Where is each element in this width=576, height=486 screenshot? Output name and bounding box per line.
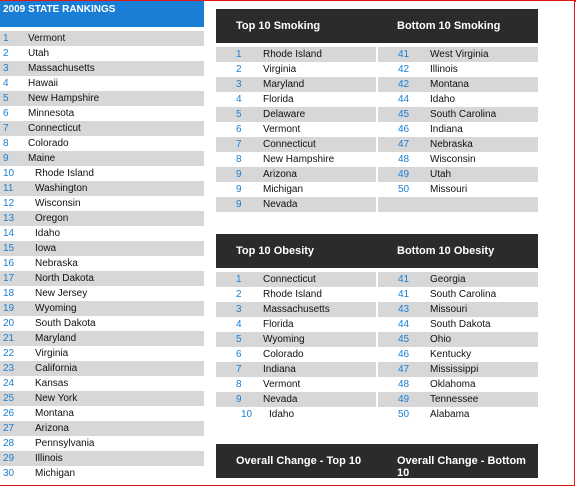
state-ranking-row — [0, 121, 204, 136]
smoking-row — [216, 77, 538, 92]
rank-number: 16 — [3, 258, 15, 269]
rank-number-left: 6 — [236, 124, 242, 135]
state-name-left: Idaho — [269, 409, 295, 420]
state-ranking-row — [0, 226, 204, 241]
smoking-row — [216, 137, 538, 152]
state-name-right: Missouri — [430, 304, 468, 315]
state-ranking-row — [0, 61, 204, 76]
smoking-row — [216, 152, 538, 167]
smoking-row — [216, 92, 538, 107]
column-divider — [376, 197, 378, 212]
column-divider — [376, 347, 378, 362]
obesity-row — [216, 362, 538, 377]
rank-number: 23 — [3, 363, 15, 374]
rank-number-left: 3 — [236, 79, 242, 90]
state-name: Maryland — [35, 333, 77, 344]
state-name: Oregon — [35, 213, 69, 224]
state-name: South Dakota — [35, 318, 96, 329]
state-ranking-row — [0, 211, 204, 226]
state-name: Minnesota — [28, 108, 75, 119]
state-name: Virginia — [35, 348, 69, 359]
state-ranking-row — [0, 46, 204, 61]
rank-number-right: 46 — [398, 124, 410, 135]
state-ranking-row — [0, 346, 204, 361]
rank-number: 30 — [3, 468, 15, 479]
rank-number-left: 1 — [236, 274, 242, 285]
column-divider — [376, 287, 378, 302]
rank-number-left: 8 — [236, 379, 242, 390]
rank-number-right: 45 — [398, 334, 410, 345]
rank-number-right: 41 — [398, 274, 410, 285]
obesity-row — [216, 332, 538, 347]
rank-number-left: 7 — [236, 139, 242, 150]
obesity-table-header — [216, 234, 538, 268]
column-divider — [376, 392, 378, 407]
state-name-right: Alabama — [430, 409, 470, 420]
smoking-row — [216, 182, 538, 197]
state-name-right: Montana — [430, 79, 469, 90]
state-rankings-title: 2009 STATE RANKINGS — [0, 1, 204, 27]
state-name-right: Illinois — [430, 64, 458, 75]
rank-number-right: 50 — [398, 184, 410, 195]
smoking-row — [216, 167, 538, 182]
rank-number: 1 — [3, 33, 9, 44]
overall-change-table — [216, 444, 538, 478]
state-name: Wisconsin — [35, 198, 81, 209]
obesity-rows — [216, 272, 538, 422]
state-name: Idaho — [35, 228, 61, 239]
state-name: New York — [35, 393, 78, 404]
state-name-left: Nevada — [263, 199, 298, 210]
state-name-right: South Carolina — [430, 109, 497, 120]
rank-number-left: 7 — [236, 364, 242, 375]
smoking-row — [216, 107, 538, 122]
column-divider — [376, 107, 378, 122]
obesity-row — [216, 302, 538, 317]
rank-number: 13 — [3, 213, 15, 224]
state-name: Rhode Island — [35, 168, 94, 179]
state-name: Arizona — [35, 423, 69, 434]
top-obesity-heading: Top 10 Obesity — [236, 245, 315, 257]
rank-number-left: 5 — [236, 334, 242, 345]
state-ranking-row — [0, 31, 204, 46]
rank-number-left: 4 — [236, 94, 242, 105]
column-divider — [376, 167, 378, 182]
rank-number-right: 48 — [398, 154, 410, 165]
rank-number: 10 — [3, 168, 15, 179]
rank-number: 6 — [3, 108, 9, 119]
rank-number: 29 — [3, 453, 15, 464]
smoking-rows — [216, 47, 538, 212]
column-divider — [376, 92, 378, 107]
rank-number: 4 — [3, 78, 9, 89]
state-name-right: Indiana — [430, 124, 463, 135]
column-divider — [376, 137, 378, 152]
state-name: North Dakota — [35, 273, 94, 284]
rank-number-left: 3 — [236, 304, 242, 315]
top-smoking-heading: Top 10 Smoking — [236, 20, 321, 32]
smoking-row — [216, 197, 538, 212]
rank-number: 20 — [3, 318, 15, 329]
state-name: California — [35, 363, 78, 374]
column-divider — [376, 47, 378, 62]
state-name-right: Mississippi — [430, 364, 479, 375]
rank-number: 19 — [3, 303, 15, 314]
column-divider — [376, 152, 378, 167]
rank-number: 14 — [3, 228, 15, 239]
state-name-right: Georgia — [430, 274, 466, 285]
state-ranking-row — [0, 241, 204, 256]
smoking-row — [216, 122, 538, 137]
rank-number-right: 42 — [398, 79, 410, 90]
state-name-left: Connecticut — [263, 139, 316, 150]
obesity-table — [216, 234, 538, 422]
rank-number-left: 10 — [241, 409, 253, 420]
column-divider — [376, 407, 378, 422]
state-name-right: Tennessee — [430, 394, 479, 405]
state-ranking-row — [0, 436, 204, 451]
state-name-right: West Virginia — [430, 49, 489, 60]
rank-number-left: 9 — [236, 184, 242, 195]
state-name-right: Oklahoma — [430, 379, 476, 390]
state-ranking-row — [0, 181, 204, 196]
column-divider — [376, 182, 378, 197]
state-ranking-row — [0, 421, 204, 436]
state-name-left: Vermont — [263, 124, 301, 135]
rank-number: 11 — [3, 183, 14, 194]
state-ranking-row — [0, 301, 204, 316]
state-name: Washington — [35, 183, 88, 194]
state-name-right: Kentucky — [430, 349, 472, 360]
rank-number: 24 — [3, 378, 15, 389]
state-name-right: Idaho — [430, 94, 456, 105]
rank-number: 18 — [3, 288, 15, 299]
state-name-right: Utah — [430, 169, 452, 180]
state-name: Connecticut — [28, 123, 81, 134]
rank-number-left: 5 — [236, 109, 242, 120]
state-name-right: Ohio — [430, 334, 452, 345]
state-name-left: Rhode Island — [263, 289, 322, 300]
column-divider — [376, 272, 378, 287]
state-name: Pennsylvania — [35, 438, 95, 449]
bottom-obesity-heading: Bottom 10 Obesity — [397, 245, 495, 257]
overall-change-top-heading: Overall Change - Top 10 — [236, 455, 362, 467]
rank-number: 7 — [3, 123, 9, 134]
smoking-table-header — [216, 9, 538, 43]
state-rankings-panel — [0, 1, 204, 481]
rank-number: 12 — [3, 198, 15, 209]
rank-number-left: 9 — [236, 199, 242, 210]
column-divider — [376, 302, 378, 317]
rank-number-right: 47 — [398, 364, 410, 375]
state-name-left: Florida — [263, 319, 294, 330]
rank-number-right: 41 — [398, 289, 410, 300]
state-name-left: Maryland — [263, 79, 305, 90]
state-ranking-row — [0, 361, 204, 376]
state-name-left: Nevada — [263, 394, 298, 405]
rank-number: 15 — [3, 243, 15, 254]
column-divider — [376, 77, 378, 92]
rank-number-right: 43 — [398, 304, 410, 315]
rank-number-left: 2 — [236, 64, 242, 75]
state-ranking-row — [0, 286, 204, 301]
obesity-row — [216, 377, 538, 392]
state-name: Illinois — [35, 453, 63, 464]
rank-number-right: 47 — [398, 139, 410, 150]
state-name-left: Michigan — [263, 184, 304, 195]
rank-number-right: 50 — [398, 409, 410, 420]
state-name: Vermont — [28, 33, 66, 44]
state-ranking-row — [0, 331, 204, 346]
state-name: Nebraska — [35, 258, 78, 269]
rank-number-left: 9 — [236, 394, 242, 405]
obesity-row — [216, 287, 538, 302]
column-divider — [376, 377, 378, 392]
obesity-row — [216, 407, 538, 422]
rank-number: 5 — [3, 93, 9, 104]
rank-number: 22 — [3, 348, 15, 359]
rank-number: 2 — [3, 48, 9, 59]
rank-number: 17 — [3, 273, 15, 284]
rank-number: 3 — [3, 63, 9, 74]
state-name: New Hampshire — [28, 93, 100, 104]
state-rankings-list — [0, 31, 204, 481]
state-name-left: Connecticut — [263, 274, 316, 285]
state-name: Hawaii — [28, 78, 59, 89]
rank-number: 26 — [3, 408, 15, 419]
state-name: New Jersey — [35, 288, 88, 299]
state-name: Michigan — [35, 468, 76, 479]
state-name-right: Missouri — [430, 184, 468, 195]
state-name-right: South Carolina — [430, 289, 497, 300]
rank-number-left: 9 — [236, 169, 242, 180]
state-name-left: Indiana — [263, 364, 296, 375]
column-divider — [376, 362, 378, 377]
state-name-left: Colorado — [263, 349, 304, 360]
rank-number-right: 46 — [398, 349, 410, 360]
state-ranking-row — [0, 76, 204, 91]
state-name: Montana — [35, 408, 74, 419]
state-ranking-row — [0, 271, 204, 286]
state-name-left: Massachusetts — [263, 304, 330, 315]
state-ranking-row — [0, 466, 204, 481]
column-divider — [376, 122, 378, 137]
state-name-left: Rhode Island — [263, 49, 322, 60]
state-name-left: New Hampshire — [263, 154, 335, 165]
obesity-row — [216, 272, 538, 287]
obesity-row — [216, 347, 538, 362]
rank-number-right: 49 — [398, 169, 410, 180]
rank-number-left: 1 — [236, 49, 242, 60]
state-name: Utah — [28, 48, 50, 59]
smoking-row — [216, 62, 538, 77]
rank-number: 25 — [3, 393, 15, 404]
state-name: Kansas — [35, 378, 69, 389]
state-ranking-row — [0, 451, 204, 466]
state-ranking-row — [0, 151, 204, 166]
state-name: Massachusetts — [28, 63, 95, 74]
rank-number-right: 48 — [398, 379, 410, 390]
state-ranking-row — [0, 91, 204, 106]
state-ranking-row — [0, 376, 204, 391]
rank-number: 27 — [3, 423, 15, 434]
rank-number-left: 8 — [236, 154, 242, 165]
state-ranking-row — [0, 256, 204, 271]
state-ranking-row — [0, 196, 204, 211]
overall-change-bottom-heading: Overall Change - Bottom 10 — [397, 455, 526, 479]
column-divider — [376, 62, 378, 77]
state-ranking-row — [0, 391, 204, 406]
state-name-left: Vermont — [263, 379, 301, 390]
state-name: Maine — [28, 153, 56, 164]
overall-change-header — [216, 444, 538, 478]
rank-number-right: 42 — [398, 64, 410, 75]
rank-number-right: 44 — [398, 319, 410, 330]
state-name-right: South Dakota — [430, 319, 491, 330]
state-name: Iowa — [35, 243, 57, 254]
column-divider — [376, 317, 378, 332]
rank-number-right: 44 — [398, 94, 410, 105]
column-divider — [376, 332, 378, 347]
rank-number: 28 — [3, 438, 15, 449]
state-ranking-row — [0, 106, 204, 121]
state-ranking-row — [0, 166, 204, 181]
rank-number: 9 — [3, 153, 9, 164]
rank-number-left: 2 — [236, 289, 242, 300]
rank-number: 8 — [3, 138, 9, 149]
state-name-left: Wyoming — [263, 334, 305, 345]
state-name: Colorado — [28, 138, 69, 149]
rank-number-right: 45 — [398, 109, 410, 120]
obesity-row — [216, 392, 538, 407]
rank-number-right: 41 — [398, 49, 410, 60]
rank-number-left: 4 — [236, 319, 242, 330]
obesity-row — [216, 317, 538, 332]
smoking-table — [216, 9, 538, 212]
state-name-right: Nebraska — [430, 139, 473, 150]
state-ranking-row — [0, 316, 204, 331]
state-name-left: Arizona — [263, 169, 297, 180]
state-name-right: Wisconsin — [430, 154, 476, 165]
smoking-row — [216, 47, 538, 62]
rank-number-right: 49 — [398, 394, 410, 405]
state-ranking-row — [0, 136, 204, 151]
state-ranking-row — [0, 406, 204, 421]
rank-number-left: 6 — [236, 349, 242, 360]
state-name-left: Florida — [263, 94, 294, 105]
bottom-smoking-heading: Bottom 10 Smoking — [397, 20, 501, 32]
rank-number: 21 — [3, 333, 15, 344]
state-name-left: Virginia — [263, 64, 297, 75]
state-name-left: Delaware — [263, 109, 306, 120]
state-name: Wyoming — [35, 303, 77, 314]
